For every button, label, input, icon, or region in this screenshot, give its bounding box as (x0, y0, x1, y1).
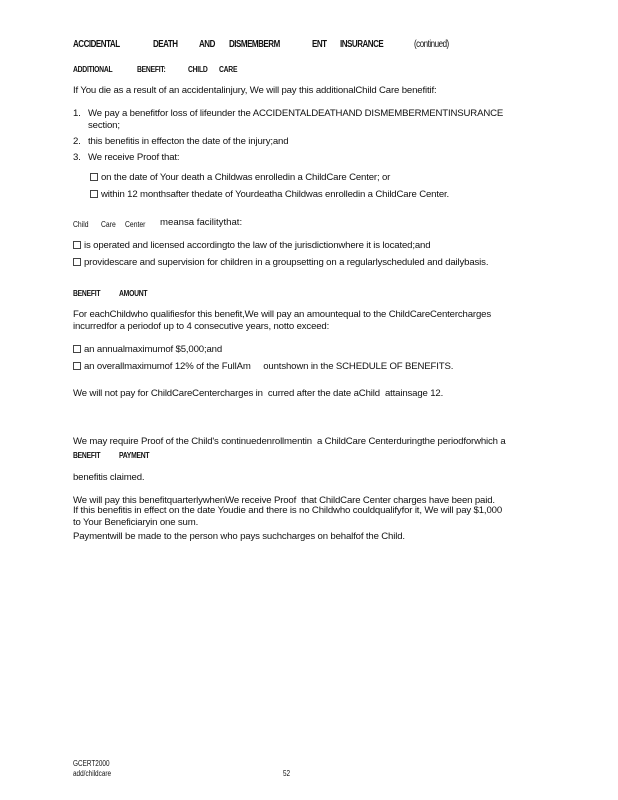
list-item (73, 344, 563, 356)
age-limit-paragraph: We will not pay for ChildCareCentercharges in curred after the date aChild attainsage 12. (73, 388, 444, 399)
list-text: an annualmaximumof $5,000;and (84, 344, 223, 355)
subheading-word: AMOUNT (119, 289, 148, 298)
intro-paragraph: If You die as a result of an accidentalinjury, We will pay this additionalChild Care benefitif: (73, 85, 437, 96)
definition-text: meansa facilitythat: (160, 217, 243, 228)
bullet-icon (90, 173, 98, 181)
title-word: DISMEMBERM (229, 39, 280, 50)
paragraph-line: to Your Beneficiaryin one sum. (73, 517, 199, 528)
title-word: AND (199, 39, 215, 50)
title-word: INSURANCE (340, 39, 384, 50)
bullet-icon (73, 362, 81, 370)
list-item (73, 361, 563, 373)
bullet-icon (90, 190, 98, 198)
list-item-continuation: section; (88, 120, 120, 131)
subheading-word: BENEFIT: (137, 65, 166, 74)
bullet-icon (73, 345, 81, 353)
paragraph-line: We may require Proof of the Child's continuedenrollmentin a ChildCare Centerduringthe periodforwhich a (73, 436, 506, 447)
subheading-word: BENEFIT (73, 451, 101, 460)
subheading-word: CHILD (188, 65, 208, 74)
list-item (90, 189, 560, 201)
list-text: an overallmaximumof 12% of the FullAm ountshown in the SCHEDULE OF BENEFITS. (84, 361, 454, 372)
paragraph-line: Paymentwill be made to the person who pays suchcharges on behalfof the Child. (73, 531, 405, 542)
list-item (90, 172, 560, 184)
form-code: add/childcare (73, 769, 112, 778)
amount-paragraph (73, 309, 563, 333)
list-item (73, 136, 563, 148)
subheading-word: CARE (219, 65, 238, 74)
definition-list (73, 240, 563, 269)
list-text: We pay a benefitfor loss of lifeunder the ACCIDENTALDEATHAND DISMEMBERMENTINSURANCE (88, 108, 504, 119)
paragraph-line: benefitis claimed. (73, 472, 145, 483)
paragraph-line: If this benefitis in effect on the date Youdie and there is no Childwho couldqualifyfor it, We will pay $1,000 (73, 505, 503, 516)
paragraph-line: We will pay this benefitquarterlywhenWe receive Proof that ChildCare Center charges have been paid. (73, 495, 495, 506)
list-text: is operated and licensed accordingto the law of the jurisdictionwhere it is located;and (84, 240, 431, 251)
list-text: within 12 monthsafter thedate of Yourdeatha Childwas enrolledin a ChildCare Center. (101, 189, 450, 200)
list-item (73, 240, 563, 252)
list-number: 3. (73, 152, 81, 163)
subheading-word: ADDITIONAL (73, 65, 113, 74)
list-number: 2. (73, 136, 81, 147)
proof-list (90, 172, 560, 201)
form-id: GCERT2000 (73, 759, 110, 768)
no-child-paragraph (73, 505, 563, 529)
list-text: on the date of Your death a Childwas enrolledin a ChildCare Center; or (101, 172, 391, 183)
definition-term-word: Child (73, 220, 89, 229)
definition-term-word: Center (125, 220, 146, 229)
paragraph-line: incurredfor a periodof up to 4 consecutive years, notto exceed: (73, 321, 330, 332)
continued-label: (continued) (414, 39, 449, 50)
title-word: ACCIDENTAL (73, 39, 120, 50)
list-number: 1. (73, 108, 81, 119)
title-word: DEATH (153, 39, 178, 50)
paragraph-line: For eachChildwho qualifiesfor this benefit,We will pay an amountequal to the ChildCareCentercharges (73, 309, 491, 320)
subheading-word: BENEFIT (73, 289, 101, 298)
list-text: We receive Proof that: (88, 152, 180, 163)
subheading-word: PAYMENT (119, 451, 150, 460)
page-number: 52 (283, 769, 291, 778)
list-item (73, 152, 563, 164)
title-word: ENT (312, 39, 327, 50)
bullet-icon (73, 258, 81, 266)
list-item (73, 257, 563, 269)
list-text: providescare and supervision for children in a groupsetting on a regularlyscheduled and dailybasis. (84, 257, 489, 268)
list-item (73, 108, 563, 120)
definition-term-word: Care (101, 220, 116, 229)
list-text: this benefitis in effecton the date of the injury;and (88, 136, 289, 147)
bullet-icon (73, 241, 81, 249)
amount-list (73, 344, 563, 373)
conditions-list (73, 108, 563, 164)
